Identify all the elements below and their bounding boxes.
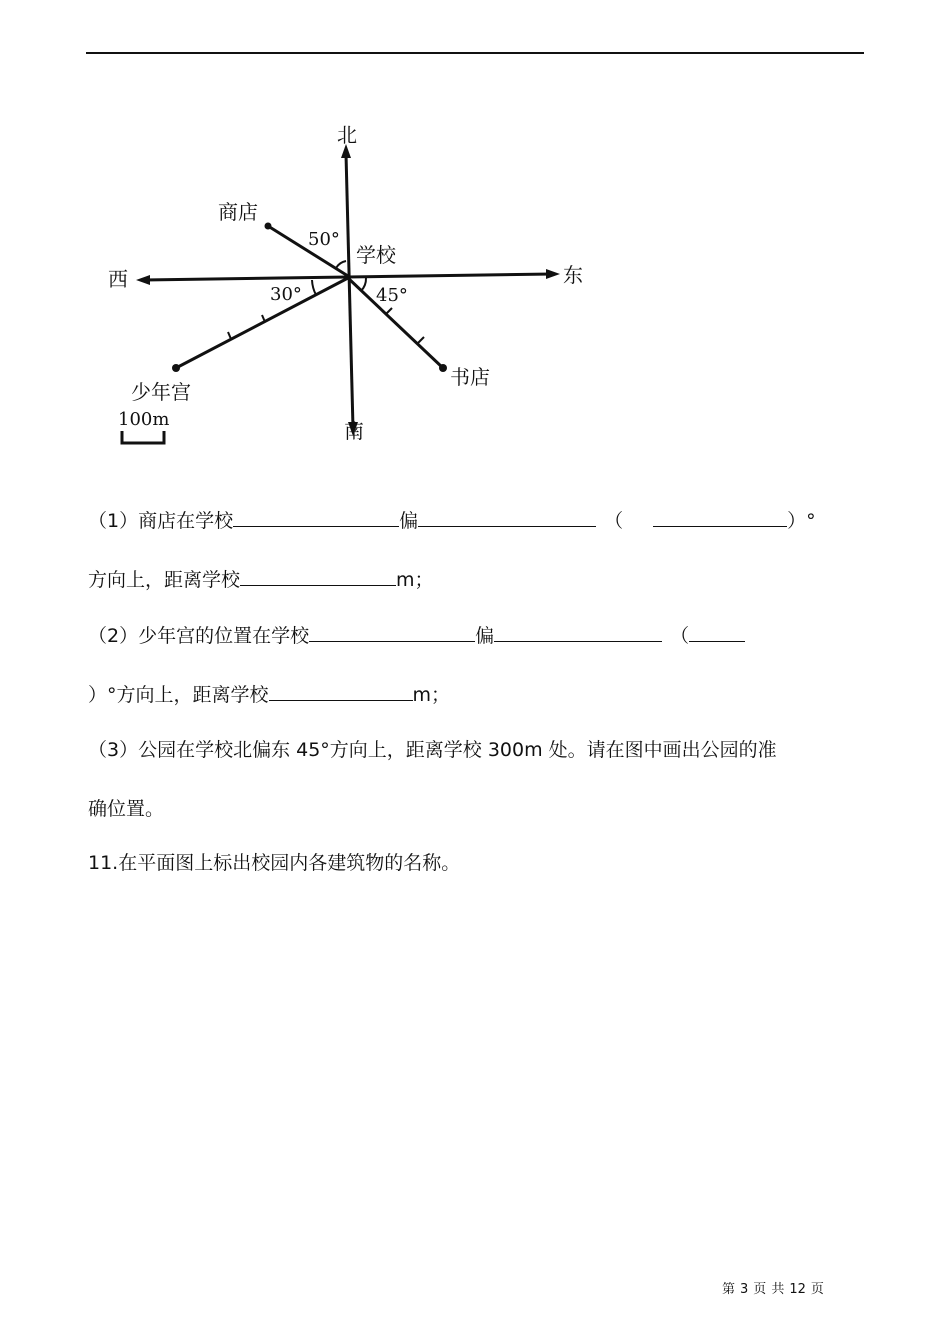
youth-angle-blank[interactable] bbox=[689, 623, 745, 642]
south-label: 南 bbox=[344, 419, 364, 443]
tick-mark bbox=[262, 315, 265, 322]
scale-bar bbox=[122, 431, 164, 443]
shop-direction-blank-2[interactable] bbox=[418, 508, 596, 527]
youth-palace-ray bbox=[176, 278, 348, 368]
angle-arc-bookstore bbox=[361, 278, 366, 291]
north-south-axis bbox=[346, 154, 353, 428]
shop-point bbox=[265, 223, 272, 230]
bookstore-point bbox=[439, 364, 447, 372]
tick-mark bbox=[228, 332, 231, 339]
shop-label: 商店 bbox=[218, 200, 258, 224]
youth-distance-blank[interactable] bbox=[269, 682, 413, 701]
question-3-line-2: 确位置。 bbox=[88, 798, 165, 820]
shop-angle-blank[interactable] bbox=[653, 508, 787, 527]
youth-direction-blank-2[interactable] bbox=[494, 623, 662, 642]
shop-direction-blank-1[interactable] bbox=[233, 508, 399, 527]
youth-palace-point bbox=[172, 364, 180, 372]
direction-diagram bbox=[100, 118, 620, 458]
question-2-line-1: （2）少年宫的位置在学校 偏 （ bbox=[88, 623, 745, 648]
angle-arc-youth bbox=[312, 280, 316, 295]
shop-distance-blank[interactable] bbox=[240, 567, 396, 586]
angle-arc-shop bbox=[336, 261, 346, 268]
question-11: 11.在平面图上标出校园内各建筑物的名称。 bbox=[88, 852, 461, 874]
question-3-line-1: （3）公园在学校北偏东 45°方向上，距离学校 300m 处。请在图中画出公园的准 bbox=[88, 739, 777, 761]
angle-label-bookstore: 45° bbox=[376, 285, 408, 306]
north-label: 北 bbox=[337, 123, 357, 147]
bookstore-label: 书店 bbox=[450, 365, 490, 389]
west-arrow-icon bbox=[136, 275, 150, 285]
school-label: 学校 bbox=[356, 243, 396, 267]
scale-label: 100m bbox=[118, 409, 170, 430]
page-footer: 第 3 页 共 12 页 bbox=[722, 1282, 824, 1297]
tick-mark bbox=[386, 308, 392, 314]
youth-palace-label: 少年宫 bbox=[131, 380, 191, 404]
tick-mark bbox=[418, 337, 424, 343]
east-label: 东 bbox=[563, 263, 583, 287]
question-1-line-1: （1）商店在学校 偏 （ ）° bbox=[88, 510, 816, 532]
question-2-line-2: ）°方向上，距离学校 m； bbox=[88, 684, 451, 706]
question-1-line-2: 方向上，距离学校 m； bbox=[88, 569, 434, 591]
youth-direction-blank-1[interactable] bbox=[309, 623, 475, 642]
angle-label-youth: 30° bbox=[270, 284, 302, 305]
east-arrow-icon bbox=[546, 269, 560, 279]
angle-label-shop: 50° bbox=[308, 229, 340, 250]
west-label: 西 bbox=[108, 267, 128, 291]
header-rule bbox=[86, 52, 864, 54]
